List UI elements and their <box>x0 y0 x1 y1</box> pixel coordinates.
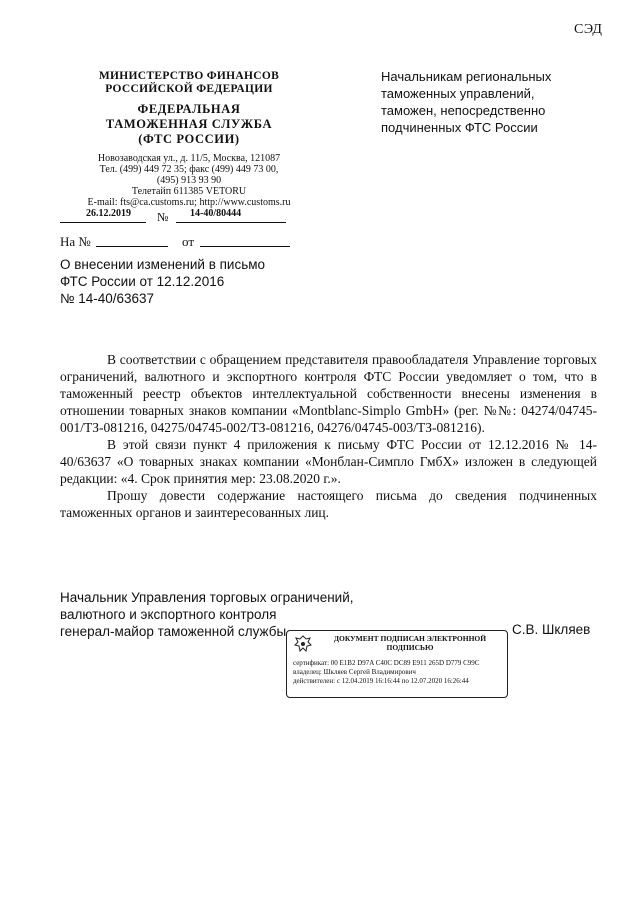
registration-line <box>60 208 286 228</box>
agency-contacts: Новозаводская ул., д. 11/5, Москва, 121087 Тел. (499) 449 72 35; факс (499) 449 73 00, (495) 913 93 90 Телетайп 611385 VETORU E-mail: fts@ca.customs.ru; http://www.customs.ru <box>87 153 291 208</box>
signatory-title: Начальник Управления торговых ограничений, валютного и экспортного контроля генерал-майор таможенной службы <box>60 590 354 639</box>
stamp-title: ДОКУМЕНТ ПОДПИСАН ЭЛЕКТРОННОЙ ПОДПИСЬЮ <box>333 634 487 652</box>
ministry-name: МИНИСТЕРСТВО ФИНАНСОВ РОССИЙСКОЙ ФЕДЕРАЦИИ <box>98 70 280 95</box>
stamp-validity: действителен: с 12.04.2019 16:16:44 по 12.07.2020 16:26:44 <box>293 677 469 685</box>
addressee: Начальникам региональных таможенных управлений, таможен, непосредственно подчиненных ФТС России <box>381 69 552 135</box>
letter-subject: О внесении изменений в письмо ФТС России от 12.12.2016 № 14-40/63637 <box>60 257 266 306</box>
registration-date: 26.12.2019 <box>86 208 131 219</box>
registration-number: 14-40/80444 <box>190 208 242 219</box>
registration-number-label: № <box>157 210 169 224</box>
body-paragraph: В соответствии с обращением представителя правообладателя Управление торговых ограничений, валютного и экспортного контроля ФТС России уведомляет о том, что в таможенный реестр объектов интеллектуальной собственности внесены изменения в отношении товарных знаков компании «Montblanc-Simplo GmbH» (рег. №№: 04274/04745-001/ТЗ-081216, 04275/04745-002/ТЗ-081216, 04276/04745-003/ТЗ-081216). <box>60 352 597 435</box>
reference-line <box>60 234 292 250</box>
body-paragraph: В этой связи пункт 4 приложения к письму ФТС России от 12.12.2016 № 14-40/63637 «О товарных знаках компании «Монблан-Симпло ГмбХ» изложен в следующей редакции: «4. Срок принятия мер: 23.08.2020 г.». <box>60 437 597 486</box>
reference-date-label: от <box>182 234 195 249</box>
letter-body <box>60 351 597 521</box>
electronic-signature-stamp <box>286 630 508 698</box>
letterhead <box>58 70 320 208</box>
reference-number-label: На № <box>60 234 91 249</box>
agency-name: ФЕДЕРАЛЬНАЯ ТАМОЖЕННАЯ СЛУЖБА (ФТС РОССИИ) <box>105 102 273 146</box>
body-paragraph: Прошу довести содержание настоящего письма до сведения подчиненных таможенных органов и заинтересованных лиц. <box>60 488 597 520</box>
stamp-certificate: сертификат: 00 E1B2 D97A C40C DC89 E911 265D D779 C99C <box>293 659 480 667</box>
sed-mark: СЭД <box>574 22 603 37</box>
signatory-name: С.В. Шкляев <box>512 622 591 637</box>
emblem-icon <box>293 635 313 653</box>
stamp-owner: владелец: Шкляев Сергей Владимирович <box>293 668 416 676</box>
